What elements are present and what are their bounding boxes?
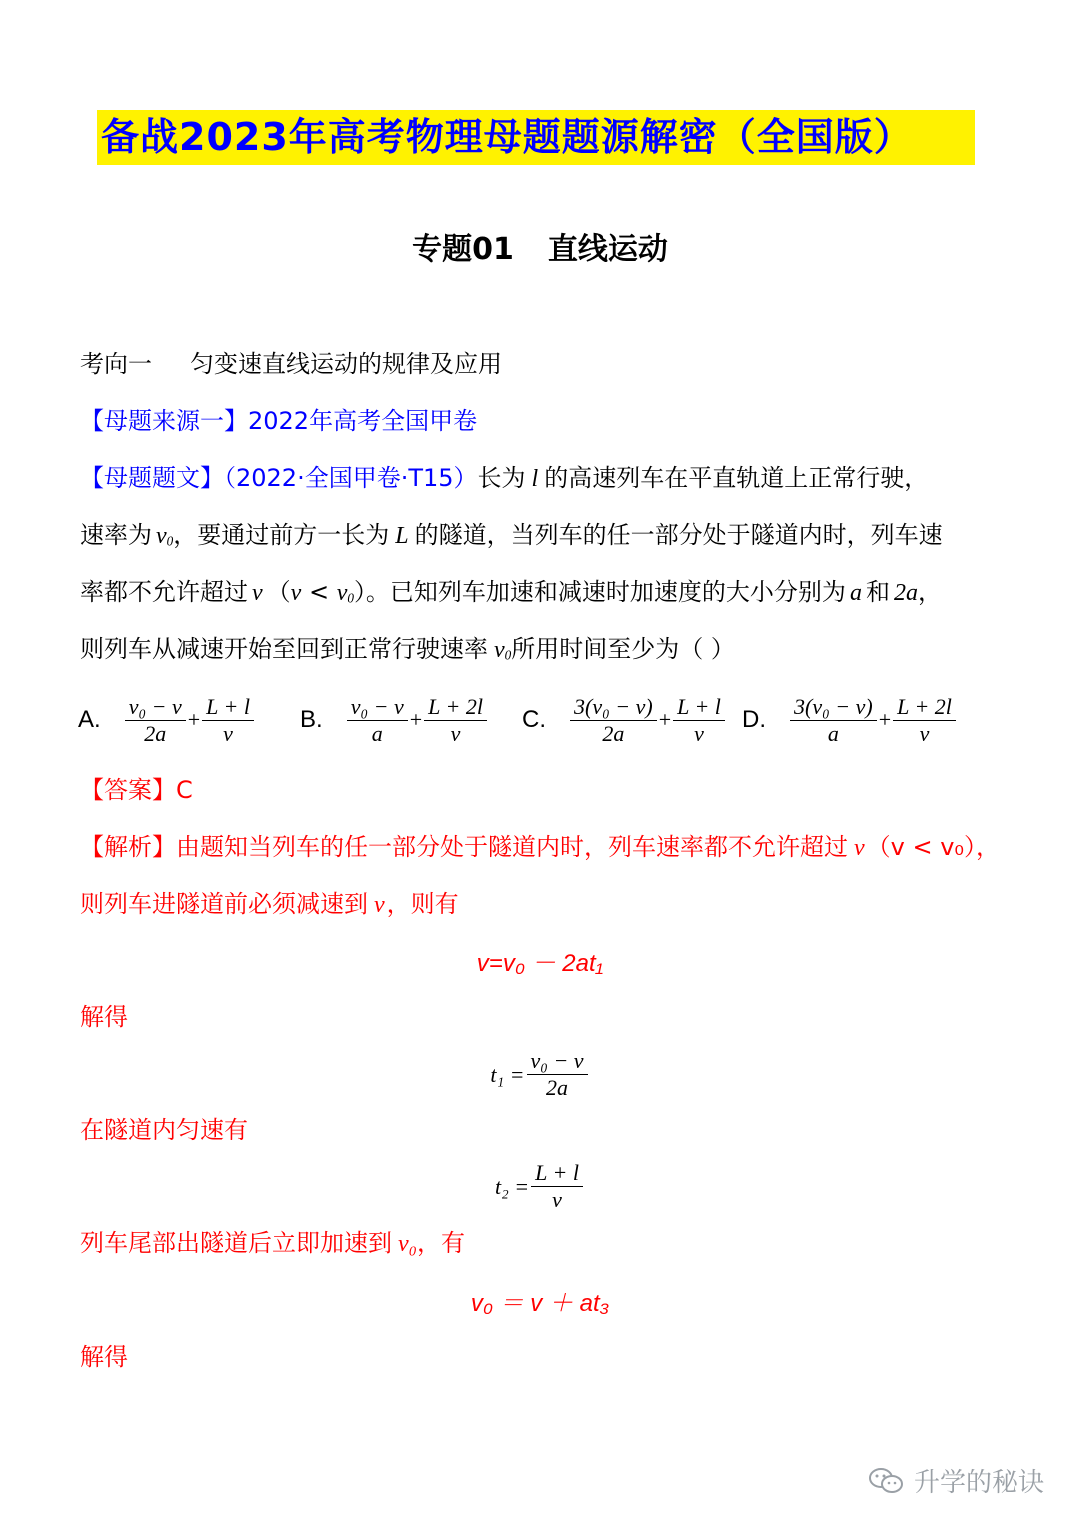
- question-text: 速率为: [80, 521, 152, 549]
- option-label: A.: [78, 706, 101, 733]
- question-text: <: [301, 578, 337, 606]
- fraction: $\frac{L + l}{v}$: [202, 694, 254, 747]
- question-text: 率都不允许超过: [80, 578, 248, 606]
- solve-label-1: 解得: [80, 1003, 128, 1031]
- watermark: [868, 1462, 1044, 1499]
- var-2a: 2a: [893, 580, 918, 606]
- question-line-2: [80, 517, 943, 554]
- question-text: ，: [917, 578, 942, 606]
- equation-text: v₀ ＝ v ＋ at₃: [470, 1290, 610, 1317]
- question-line-4: [80, 631, 735, 668]
- equation-1: [0, 943, 1080, 978]
- fraction: $\frac{\text{v₀ − v}}{2a}$: [125, 694, 186, 747]
- option-label: C.: [522, 706, 546, 733]
- answer-line: [80, 772, 193, 808]
- plus-sign: +: [658, 707, 672, 732]
- plus-sign: +: [409, 707, 423, 732]
- question-ref: （2022·全国甲卷·T15）: [224, 464, 478, 492]
- analysis-line-1: [80, 829, 1000, 866]
- chapter-name: 直线运动: [547, 232, 668, 267]
- question-tag: 【母题题文】: [80, 464, 224, 492]
- subscript: 0: [166, 533, 174, 549]
- analysis-text: ，则有: [386, 890, 459, 918]
- question-text: 所用时间至少为（ ）: [511, 635, 735, 663]
- analysis-text: ，有: [417, 1229, 465, 1257]
- question-line-3: [80, 574, 942, 611]
- equation-3: [0, 1283, 1080, 1318]
- question-text: ）。已知列车加速和减速时加速度的大小分别为: [353, 578, 846, 606]
- answer-tag: 【答案】: [80, 776, 176, 804]
- plus-sign: +: [187, 707, 201, 732]
- equation-text: v=v₀ － 2at₁: [476, 950, 604, 977]
- var-v: v: [854, 835, 865, 861]
- option-d[interactable]: [742, 690, 958, 750]
- document-title: 备战2023年高考物理母题题源解密（全国版）: [97, 110, 975, 165]
- var-v: v: [290, 580, 302, 606]
- var-a: a: [849, 580, 862, 606]
- solve-label-2: 解得: [80, 1343, 128, 1371]
- direction-text: 匀变速直线运动的规律及应用: [190, 350, 502, 378]
- var-v: v: [156, 523, 167, 549]
- tunnel-text: 在隧道内匀速有: [80, 1116, 248, 1144]
- fraction: $\frac{L + l}{v}$: [531, 1160, 583, 1213]
- option-label: D.: [742, 706, 766, 733]
- wechat-icon: [868, 1467, 904, 1495]
- var-l: l: [531, 466, 539, 492]
- var-v: v: [374, 892, 385, 918]
- question-text: 长为: [477, 464, 526, 492]
- question-text: 和: [865, 578, 890, 606]
- equation-lhs: t₁ =: [490, 1061, 525, 1087]
- question-text: 则列车从减速开始至回到正常行驶速率: [80, 635, 488, 663]
- fraction: $\frac{L + 2l}{v}$: [424, 694, 487, 747]
- var-v: v: [494, 637, 505, 663]
- tail-line: [80, 1225, 465, 1262]
- equation-t2: [0, 1160, 1080, 1213]
- source-text: 2022年高考全国甲卷: [248, 407, 478, 435]
- option-label: B.: [300, 706, 323, 733]
- question-line-1: [80, 460, 928, 497]
- equation-lhs: t₂ =: [495, 1173, 530, 1199]
- chapter-label: 专题01: [412, 232, 514, 267]
- var-v: v: [252, 580, 263, 606]
- option-b[interactable]: [300, 690, 489, 750]
- section-line: [80, 346, 502, 382]
- var-v0: v₀: [398, 1231, 417, 1257]
- watermark-text: 升学的秘诀: [913, 1468, 1044, 1498]
- option-c[interactable]: [522, 690, 727, 750]
- direction-label: 考向一: [80, 350, 152, 378]
- analysis-text: 由题知当列车的任一部分处于隧道内时，列车速率都不允许超过: [176, 833, 848, 861]
- question-text: 的隧道，当列车的任一部分处于隧道内时，列车速: [414, 521, 943, 549]
- analysis-line-2: [80, 886, 459, 923]
- analysis-text: 则列车进隧道前必须减速到: [80, 890, 368, 918]
- analysis-tag: 【解析】: [80, 833, 176, 861]
- plus-sign: +: [878, 707, 892, 732]
- fraction: $\frac{L + l}{v}$: [673, 694, 725, 747]
- fraction: $\frac{\text{v₀ − v}}{2a}$: [527, 1048, 588, 1101]
- var-v: v: [336, 580, 348, 606]
- option-a[interactable]: [78, 690, 256, 750]
- var-L: L: [395, 523, 409, 549]
- question-text: ，要通过前方一长为: [173, 521, 390, 549]
- source-tag: 【母题来源一】: [80, 407, 248, 435]
- equation-t1: [0, 1048, 1080, 1101]
- fraction: $\frac{\text{3(v₀ − v)}}{a}$: [790, 694, 877, 747]
- fraction: $\frac{L + 2l}{v}$: [893, 694, 956, 747]
- subscript: 0: [347, 590, 354, 606]
- fraction: $\frac{\text{v₀ − v}}{a}$: [347, 694, 408, 747]
- source-line: [80, 403, 477, 439]
- analysis-text: （v < v₀），: [866, 833, 1001, 861]
- question-text: （: [266, 578, 291, 606]
- chapter-heading: [0, 228, 1080, 272]
- answer-value: C: [176, 776, 193, 804]
- analysis-text: 列车尾部出隧道后立即加速到: [80, 1229, 392, 1257]
- subscript: 0: [504, 647, 512, 663]
- fraction: $\frac{\text{3(v₀ − v)}}{2a}$: [570, 694, 657, 747]
- question-text: 的高速列车在平直轨道上正常行驶，: [544, 464, 929, 492]
